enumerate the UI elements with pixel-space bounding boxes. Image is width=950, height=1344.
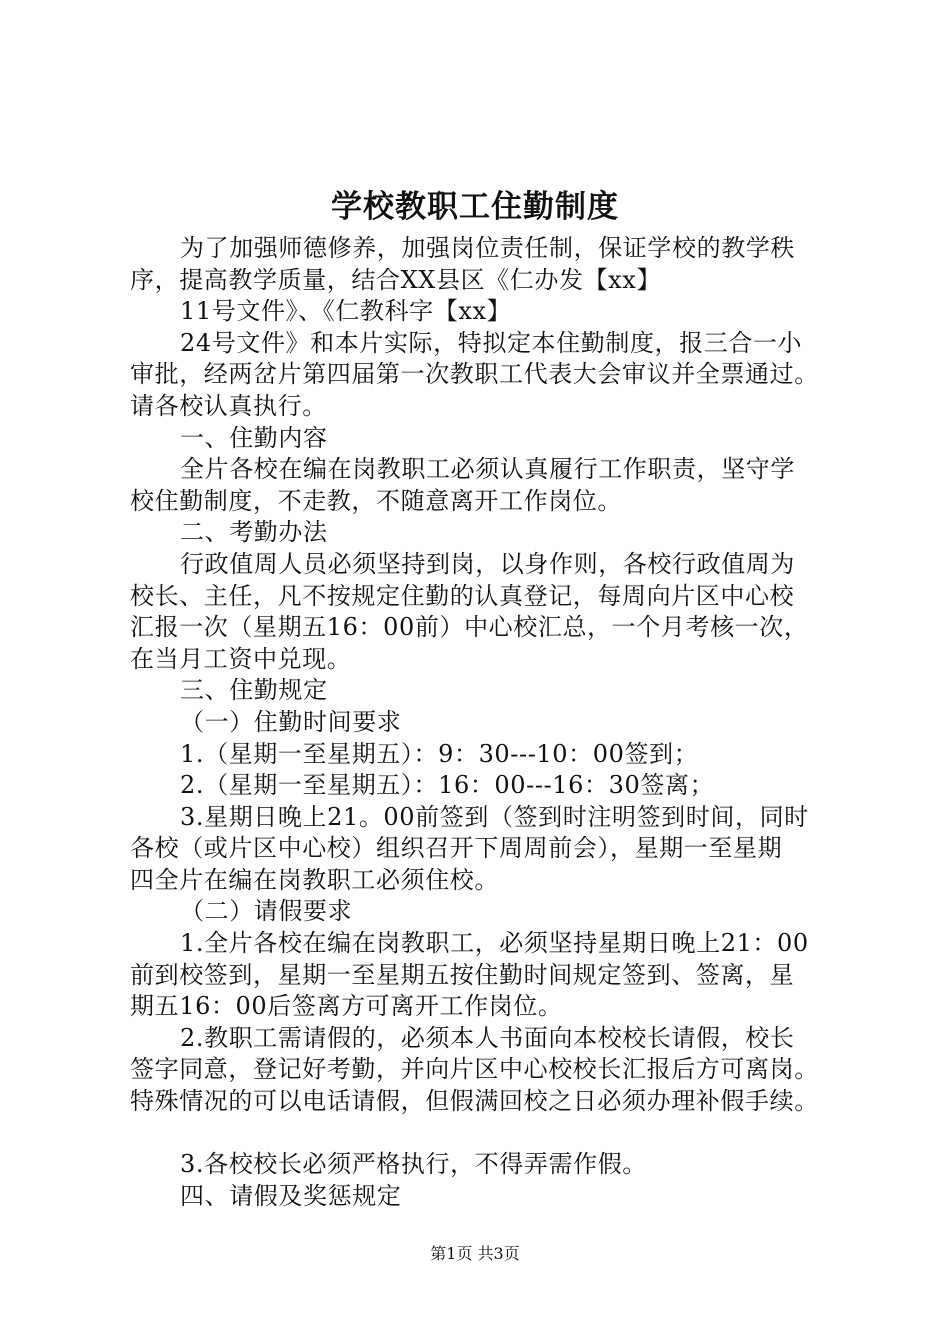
list-item: 2.教职工需请假的，必须本人书面向本校校长请假，校长 [180, 1023, 795, 1052]
list-item: 3.星期日晚上21。00前签到（签到时注明签到时间，同时 [180, 802, 809, 831]
paragraph-line: 11号文件》、《仁教科字【xx】 [180, 297, 512, 326]
paragraph-line: 各校（或片区中心校）组织召开下周周前会），星期一至星期 [130, 834, 783, 863]
page-number-footer: 第1页 共3页 [430, 1244, 520, 1263]
list-item: 3.各校校长必须严格执行，不得弄需作假。 [180, 1150, 647, 1179]
section-heading: 一、住勤内容 [180, 423, 328, 452]
paragraph-line: 审批，经两岔片第四届第一次教职工代表大会审议并全票通过。 [130, 360, 819, 389]
paragraph-line: 行政值周人员必须坚持到岗，以身作则，各校行政值周为 [180, 549, 795, 578]
subsection-heading: （二）请假要求 [180, 897, 353, 926]
paragraph-line: 四全片在编在岗教职工必须住校。 [130, 865, 499, 894]
list-item: 2.（星期一至星期五）：16：00---16：30签离； [180, 771, 715, 800]
paragraph-line: 校住勤制度，不走教，不随意离开工作岗位。 [130, 486, 622, 515]
paragraph-line: 前到校签到，星期一至星期五按住勤时间规定签到、签离，星 [130, 960, 795, 989]
subsection-heading: （一）住勤时间要求 [180, 707, 402, 736]
paragraph-line: 期五16：00后签离方可离开工作岗位。 [130, 992, 563, 1021]
paragraph-line: 序，提高教学质量，结合XX县区《仁办发【xx】 [130, 265, 662, 294]
paragraph-line: 特殊情况的可以电话请假，但假满回校之日必须办理补假手续。 [130, 1087, 819, 1116]
section-heading: 三、住勤规定 [180, 676, 328, 705]
list-item: 1.（星期一至星期五）：9：30---10：00签到； [180, 739, 699, 768]
paragraph-line: 签字同意，登记好考勤，并向片区中心校校长汇报后方可离岗。 [130, 1055, 819, 1084]
paragraph-line: 在当月工资中兑现。 [130, 644, 352, 673]
paragraph-line: 全片各校在编在岗教职工必须认真履行工作职责，坚守学 [180, 455, 795, 484]
paragraph-line: 请各校认真执行。 [130, 391, 327, 420]
paragraph-line: 24号文件》和本片实际，特拟定本住勤制度，报三合一小 [180, 328, 803, 357]
document-title: 学校教职工住勤制度 [331, 189, 619, 225]
list-item: 1.全片各校在编在岗教职工，必须坚持星期日晚上21：00 [180, 929, 809, 958]
blank-line [130, 1118, 835, 1150]
section-heading: 四、请假及奖惩规定 [180, 1181, 402, 1210]
paragraph-line: 汇报一次（星期五16：00前）中心校汇总，一个月考核一次， [130, 613, 809, 642]
paragraph-line: 校长、主任，凡不按规定住勤的认真登记，每周向片区中心校 [130, 581, 795, 610]
document-body [130, 233, 835, 1212]
section-heading: 二、考勤办法 [180, 518, 328, 547]
paragraph-line: 为了加强师德修养，加强岗位责任制，保证学校的教学秩 [180, 234, 795, 262]
